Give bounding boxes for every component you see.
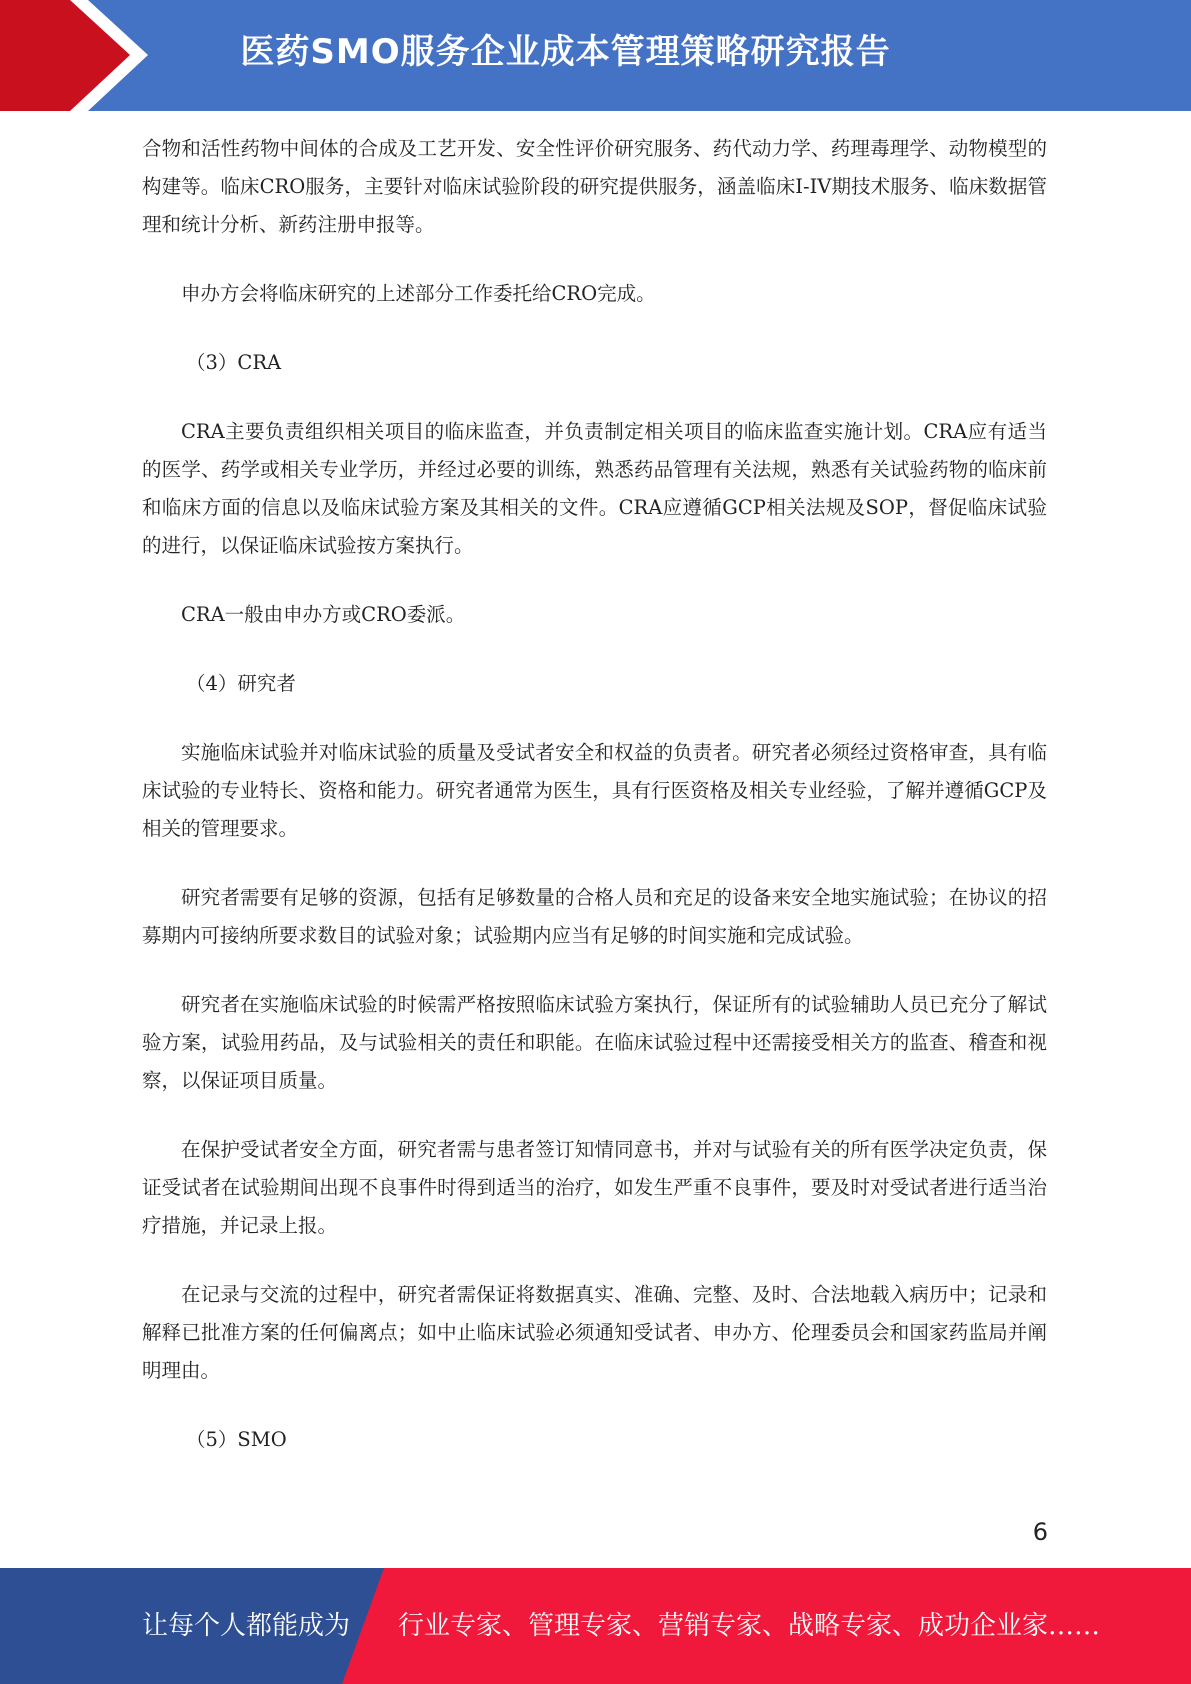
footer-slogan-right: 行业专家、管理专家、营销专家、战略专家、成功企业家……: [398, 1611, 1101, 1641]
section-heading-smo: （5）SMO: [186, 1428, 287, 1451]
page-header: [0, 0, 1191, 111]
page-number: 6: [1032, 1518, 1048, 1546]
paragraph: CRA一般由申办方或CRO委派。: [181, 603, 466, 626]
paragraph: 在记录与交流的过程中，研究者需保证将数据真实、准确、完整、及时、合法地载入病历中；记录和解释已批准方案的任何偏离点；如中止临床试验必须通知受试者、申办方、伦理委员会和国家药监局并阐明理由。: [142, 1283, 1047, 1382]
paragraph: 研究者需要有足够的资源，包括有足够数量的合格人员和充足的设备来安全地实施试验；在协议的招募期内可接纳所要求数目的试验对象；试验期内应当有足够的时间实施和完成试验。: [142, 886, 1047, 947]
paragraph: 申办方会将临床研究的上述部分工作委托给CRO完成。: [181, 282, 656, 305]
footer-slogan-left: 让每个人都能成为: [142, 1611, 351, 1641]
header-arrow-decoration: [0, 0, 160, 111]
paragraph: 合物和活性药物中间体的合成及工艺开发、安全性评价研究服务、药代动力学、药理毒理学、动物模型的构建等。临床CRO服务，主要针对临床试验阶段的研究提供服务，涵盖临床I-IV期技术服务、临床数据管理和统计分析、新药注册申报等。: [142, 137, 1047, 236]
report-title: 医药SMO服务企业成本管理策略研究报告: [240, 32, 891, 72]
paragraph: 实施临床试验并对临床试验的质量及受试者安全和权益的负责者。研究者必须经过资格审查，具有临床试验的专业特长、资格和能力。研究者通常为医生，具有行医资格及相关专业经验，了解并遵循GCP及相关的管理要求。: [142, 741, 1047, 840]
section-heading-investigator: （4）研究者: [186, 672, 296, 695]
paragraph: 在保护受试者安全方面，研究者需与患者签订知情同意书，并对与试验有关的所有医学决定负责，保证受试者在试验期间出现不良事件时得到适当的治疗，如发生严重不良事件，要及时对受试者进行适当治疗措施，并记录上报。: [142, 1138, 1047, 1237]
document-body: [142, 130, 1047, 1490]
section-heading-cra: （3）CRA: [186, 351, 282, 374]
paragraph: CRA主要负责组织相关项目的临床监查，并负责制定相关项目的临床监查实施计划。CRA应有适当的医学、药学或相关专业学历，并经过必要的训练，熟悉药品管理有关法规，熟悉有关试验药物的临床前和临床方面的信息以及临床试验方案及其相关的文件。CRA应遵循GCP相关法规及SOP，督促临床试验的进行，以保证临床试验按方案执行。: [142, 420, 1047, 557]
page-footer: [0, 1568, 1191, 1684]
paragraph: 研究者在实施临床试验的时候需严格按照临床试验方案执行，保证所有的试验辅助人员已充分了解试验方案，试验用药品，及与试验相关的责任和职能。在临床试验过程中还需接受相关方的监查、稽查和视察，以保证项目质量。: [142, 993, 1047, 1092]
